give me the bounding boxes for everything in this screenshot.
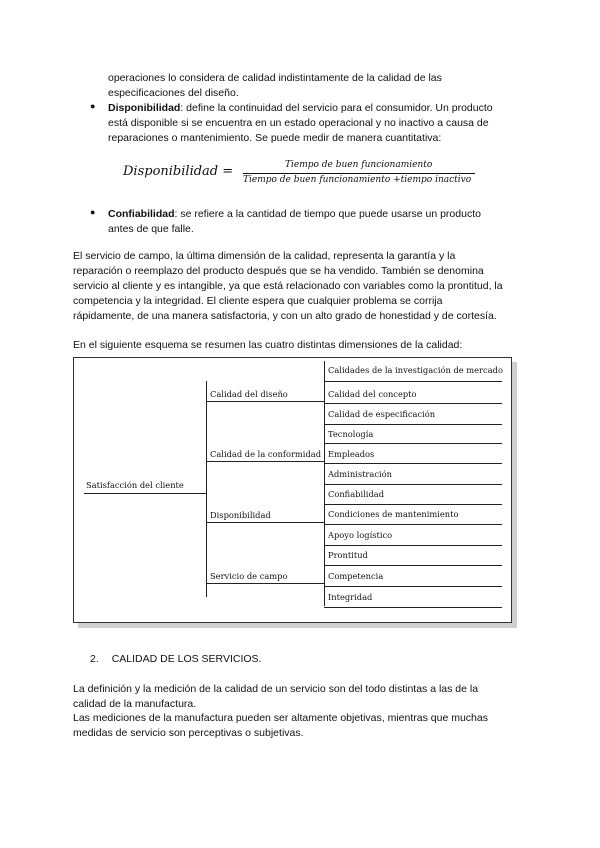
quality-dimensions-diagram <box>73 357 512 623</box>
intro-line-1: operaciones lo considera de calidad indistintamente de la calidad de las <box>108 72 442 84</box>
item-line <box>324 443 502 444</box>
bullet-confiabilidad-line-2: antes de que falle. <box>108 223 194 235</box>
intro-line-2: especificaciones del diseño. <box>108 87 239 99</box>
bullet-dot-icon: ● <box>90 101 96 111</box>
diagram-root-line <box>84 493 206 494</box>
item-line <box>324 565 502 566</box>
closing-line: medidas de servicio son perceptivas o subjetivas. <box>73 727 304 739</box>
item-calidad-concepto: Calidad del concepto <box>328 389 417 399</box>
bullet-dot-icon: ● <box>90 207 96 217</box>
closing-line: calidad de la manufactura. <box>73 698 197 710</box>
item-line <box>324 607 502 608</box>
formula-lhs: Disponibilidad = <box>123 164 234 179</box>
dimension-disponibilidad: Disponibilidad <box>210 510 271 520</box>
item-line <box>324 524 502 525</box>
schema-intro: En el siguiente esquema se resumen las cuatro distintas dimensiones de la calidad: <box>73 339 463 351</box>
item-line <box>324 504 502 505</box>
item-line <box>324 484 502 485</box>
dimension-line <box>206 401 324 402</box>
formula-denominator: Tiempo de buen funcionamiento +tiempo inactivo <box>243 175 472 185</box>
item-apoyo-logistico: Apoyo logístico <box>328 530 393 540</box>
bullet-term-disponibilidad: Disponibilidad <box>108 102 181 114</box>
dimension-line <box>206 583 324 584</box>
bullet-disponibilidad-line-3: reparaciones o mantenimiento. Se puede medir de manera cuantitativa: <box>108 132 442 144</box>
closing-line: La definición y la medición de la calidad de un servicio son del todo distintas a las de la <box>73 683 479 695</box>
dimension-branch <box>324 544 325 606</box>
bullet-disponibilidad-line-1 <box>108 101 528 116</box>
section-title: CALIDAD DE LOS SERVICIOS. <box>111 653 262 665</box>
formula-numerator: Tiempo de buen funcionamiento <box>285 160 433 170</box>
item-administracion: Administración <box>328 469 392 479</box>
item-line <box>324 403 502 404</box>
bullet-term-confiabilidad: Confiabilidad <box>108 208 175 220</box>
section-heading <box>90 652 261 667</box>
section-number: 2. <box>90 653 99 665</box>
item-line <box>324 545 502 546</box>
diagram-root: Satisfacción del cliente <box>86 480 184 490</box>
dimension-line <box>206 522 324 523</box>
bullet-confiabilidad-text: : se refiere a la cantidad de tiempo que puede usarse un producto <box>174 208 481 220</box>
bullet-disponibilidad-line-2: está disponible si se encuentra en un estado operacional y no inactivo a causa de <box>108 117 489 129</box>
paragraph-line: servicio al cliente y es intangible, ya que está relacionado con variables como la prontitud, la <box>73 280 503 292</box>
paragraph-line: reparación o reemplazo del producto después que se ha vendido. También se denomina <box>73 265 484 277</box>
item-confiabilidad: Confiabilidad <box>328 489 385 499</box>
item-investigacion-mercado: Calidades de la investigación de mercado <box>328 365 503 375</box>
dimension-branch <box>324 361 325 424</box>
dimension-calidad-conformidad: Calidad de la conformidad <box>210 449 322 459</box>
item-empleados: Empleados <box>328 449 375 459</box>
dimension-branch <box>324 424 325 482</box>
diagram-main-trunk <box>206 381 207 597</box>
item-condiciones-mantenimiento: Condiciones de mantenimiento <box>328 509 459 519</box>
closing-line: Las mediciones de la manufactura pueden ser altamente objetivas, mientras que muchas <box>73 712 488 724</box>
item-prontitud: Prontitud <box>328 550 368 560</box>
paragraph-line: rápidamente, de una manera satisfactoria, y con un alto grado de honestidad y de cortesía. <box>73 310 497 322</box>
item-integridad: Integridad <box>328 592 373 602</box>
dimension-calidad-diseno: Calidad del diseño <box>210 389 288 399</box>
paragraph-line: El servicio de campo, la última dimensión de la calidad, representa la garantía y la <box>73 250 456 262</box>
item-line <box>324 463 502 464</box>
formula-fraction-bar <box>243 173 475 174</box>
bullet-disponibilidad-text: : define la continuidad del servicio para el consumidor. Un producto <box>180 102 493 114</box>
item-calidad-especificacion: Calidad de especificación <box>328 409 436 419</box>
item-competencia: Competencia <box>328 571 384 581</box>
dimension-branch <box>324 482 325 544</box>
item-line <box>324 586 502 587</box>
bullet-confiabilidad-line-1 <box>108 207 528 222</box>
dimension-line <box>206 461 324 462</box>
item-line <box>324 424 502 425</box>
item-line <box>324 381 502 382</box>
dimension-servicio-campo: Servicio de campo <box>210 571 288 581</box>
item-tecnologia: Tecnología <box>328 429 374 439</box>
paragraph-line: competencia y la integridad. El cliente espera que cualquier problema se corrija <box>73 295 443 307</box>
